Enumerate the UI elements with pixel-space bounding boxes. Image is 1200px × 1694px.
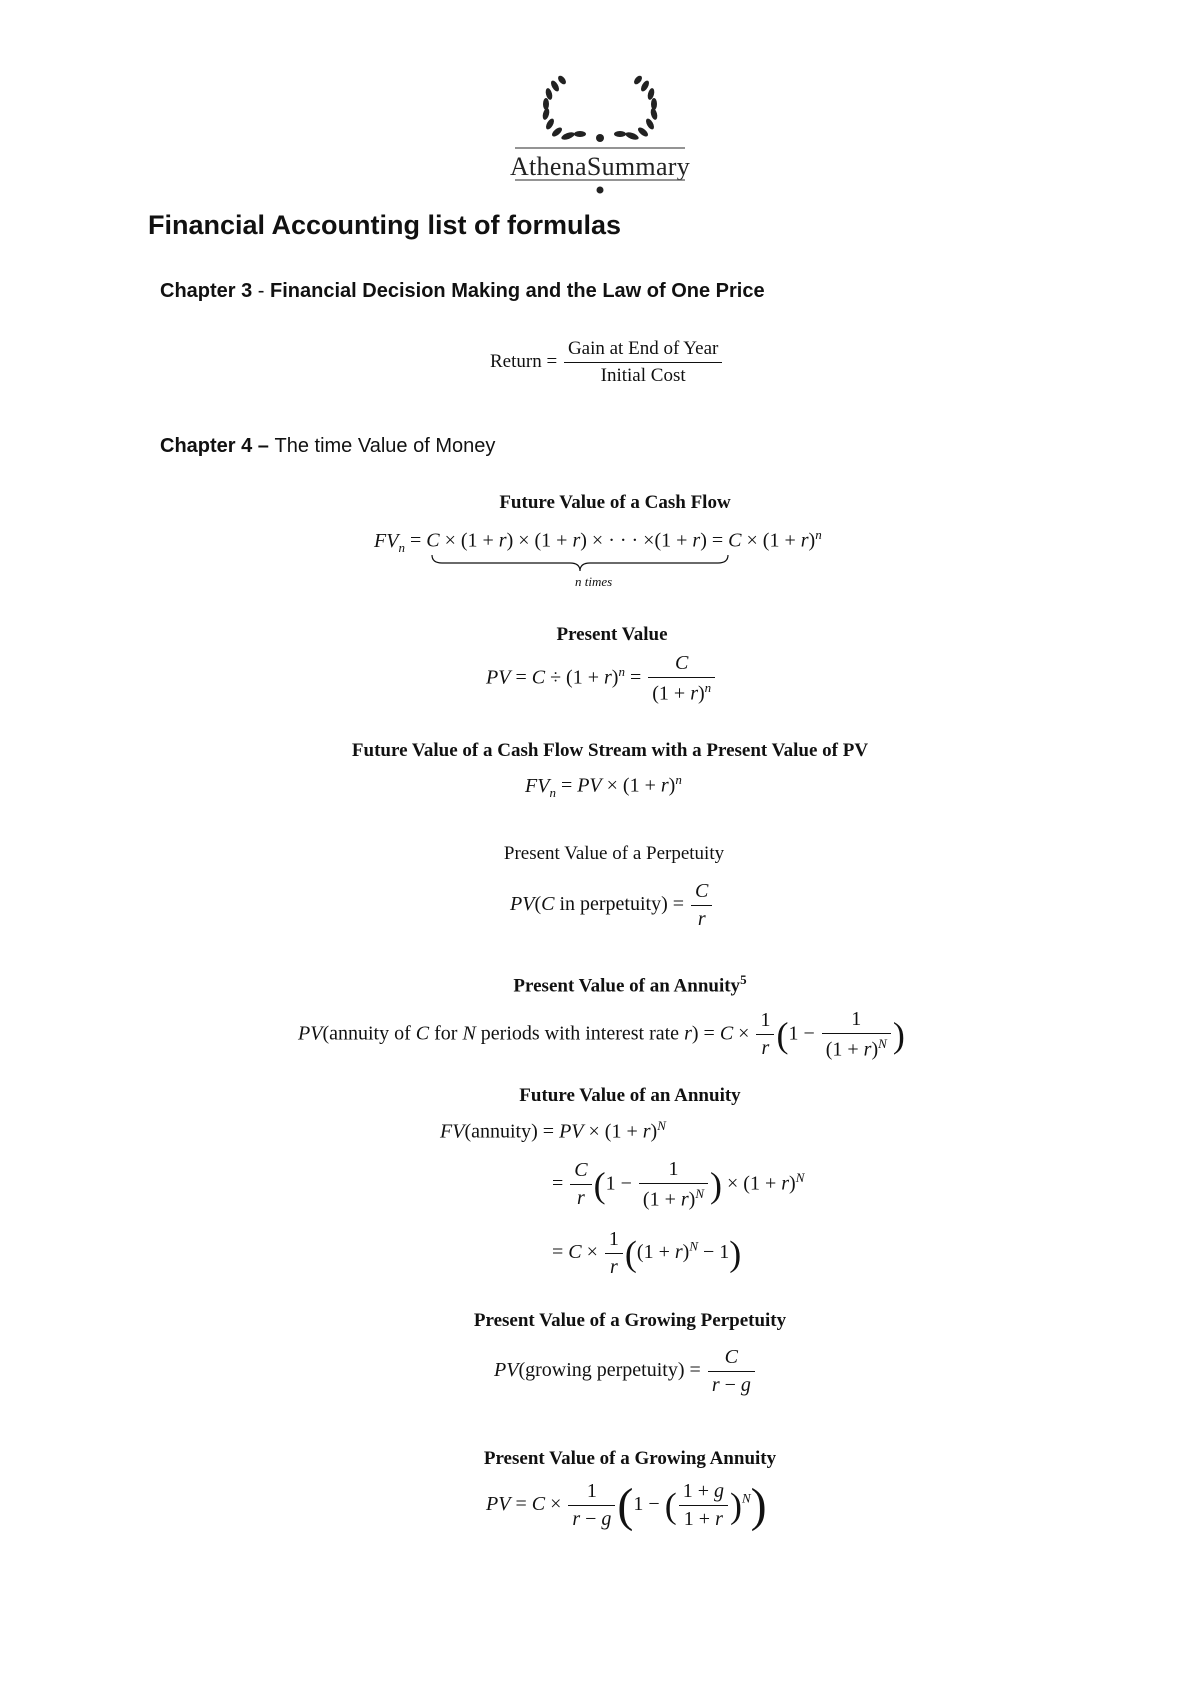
fv-annuity-line-1: FV(annuity) = PV × $(1 + r)^N$	[440, 1118, 666, 1143]
chapter-rest: The time Value of Money	[274, 435, 496, 457]
brand-logo	[500, 72, 700, 202]
pv-annuity-title	[30, 972, 1200, 997]
annuity-text-3: periods with interest rate	[475, 1022, 685, 1045]
chapter-separator: -	[252, 280, 271, 302]
pv-growing-annuity-title: Present Value of a Growing Annuity	[483, 1448, 777, 1469]
fv-cash-flow-title: Future Value of a Cash Flow	[499, 492, 731, 513]
return-denominator: Initial Cost	[600, 365, 686, 386]
fv-stream-formula: $FV_n$ = PV × $(1 + r)^n$	[525, 772, 682, 800]
pv-annuity-title-text: Present Value of an Annuity	[513, 975, 741, 997]
return-numerator: Gain at End of Year	[564, 338, 722, 363]
chapter-bold-part: Financial Decision Making	[270, 280, 521, 302]
pv-growing-perpetuity-formula: PV(growing perpetuity) = $\frac{C}{r - g}$	[494, 1346, 757, 1397]
chapter-prefix: Chapter 4	[160, 435, 253, 457]
return-lhs: Return =	[490, 350, 558, 372]
n-times-label: n times	[575, 574, 613, 589]
fv-annuity-title: Future Value of an Annuity	[519, 1085, 741, 1106]
return-formula	[490, 338, 724, 387]
fv-stream-title: Future Value of a Cash Flow Stream with a Present Value of PV	[351, 740, 869, 761]
chapter-prefix: Chapter 3	[160, 280, 253, 302]
chapter-separator: –	[252, 435, 275, 457]
laurel-wreath-icon	[500, 72, 700, 152]
pv-formula: PV = $C \div (1 + r)^n$ = $\frac{C}{(1 + r)^n}$	[486, 652, 717, 706]
growing-perpetuity-text: growing perpetuity	[525, 1359, 678, 1382]
fv-annuity-text: annuity	[471, 1120, 532, 1143]
pv-growing-perpetuity-title: Present Value of a Growing Perpetuity	[473, 1310, 787, 1331]
annuity-text-1: annuity of	[329, 1022, 416, 1045]
underbrace-icon	[430, 553, 730, 575]
fv-annuity-line-2: = $\frac{C}{r}$ (1 − $\frac{1}{(1 + r)^N}$ ) × $(1 + r)^N$	[552, 1158, 805, 1211]
chapter-3-heading	[160, 280, 765, 303]
pv-perpetuity-title: Present Value of a Perpetuity	[503, 843, 725, 864]
pv-growing-annuity-formula: PV = C × $\frac{1}{r - g}$ (1 − ( $\frac{1 + g}{1 + r}$ )$^N$)	[486, 1479, 767, 1532]
chapter-4-heading	[160, 435, 495, 458]
fv-annuity-line-3: = C × $\frac{1}{r}$ $((1 + r)^N - 1)$	[552, 1228, 742, 1278]
fv-cash-flow-formula: $FV_n = C \times (1 + r) \times (1 + r)$ × · · · $\times(1 + r) = C \times (1 + r)^n$	[374, 527, 822, 555]
perpetuity-text: in perpetuity	[559, 893, 662, 916]
footnote-mark: 5	[740, 972, 747, 987]
brand-name: AthenaSummary	[509, 152, 691, 181]
pv-perpetuity-formula: PV(C in perpetuity) = $\frac{C}{r}$	[510, 880, 714, 931]
pv-title: Present Value	[556, 624, 668, 645]
brand-dot-icon	[500, 176, 700, 196]
chapter-rest: and the Law of One Price	[520, 280, 765, 302]
pv-annuity-formula: PV(annuity of C for N periods with interest rate r) = C × $\frac{1}{r}$ (1 − $\frac{1}{(1 + r)^N}$ )	[298, 1008, 905, 1061]
page-title: Financial Accounting list of formulas	[148, 210, 622, 240]
annuity-text-2: for	[429, 1022, 463, 1045]
